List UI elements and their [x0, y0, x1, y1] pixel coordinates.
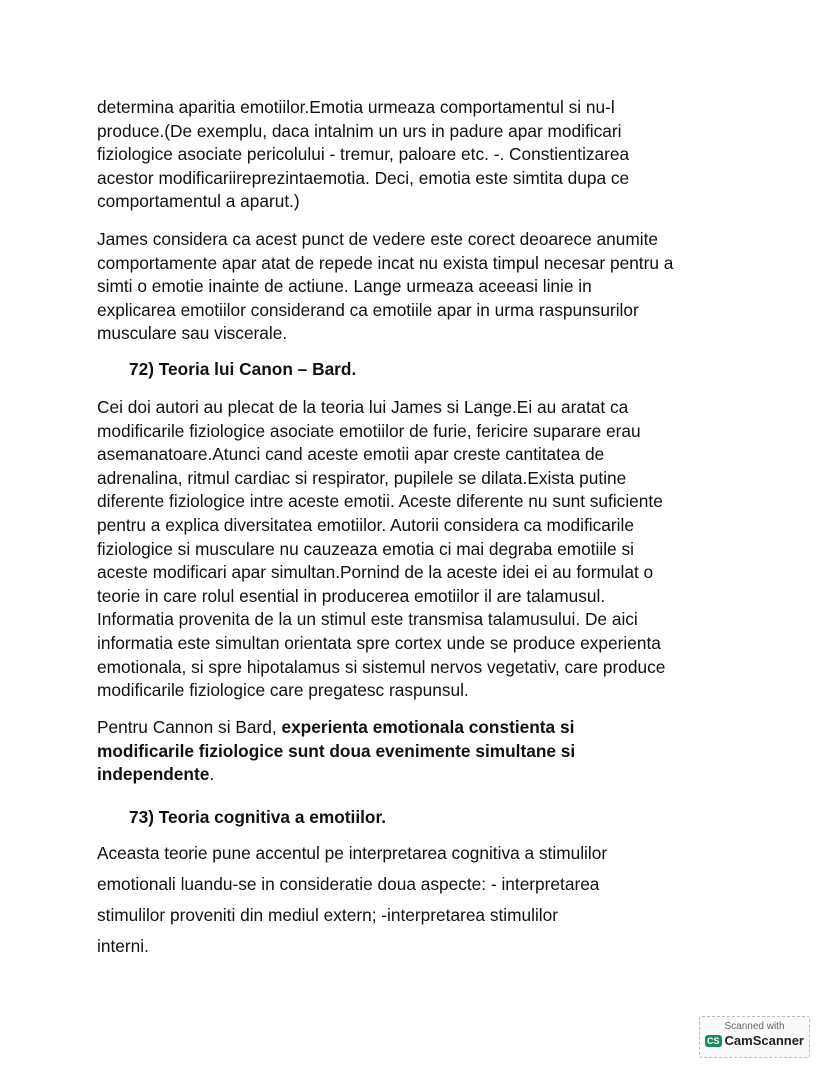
- text-line: Aceasta teorie pune accentul pe interpretarea cognitiva a stimulilor: [97, 843, 608, 863]
- paragraph-4: [97, 716, 575, 787]
- text-line: aceste modificari apar simultan.Pornind de la aceste idei ei au formulat o: [97, 562, 654, 583]
- text-line: musculare sau viscerale.: [97, 323, 288, 344]
- text-line: James considera ca acest punct de vedere este corect deoarece anumite: [97, 229, 658, 249]
- text-line: Cei doi autori au plecat de la teoria lui James si Lange.Ei au aratat ca: [97, 397, 629, 417]
- text-line: simti o emotie inainte de actiune. Lange urmeaza aceeasi linie in: [97, 276, 592, 297]
- paragraph-1: [97, 96, 629, 214]
- text-line: acestor modificariireprezintaemotia. Deci, emotia este simtita dupa ce: [97, 167, 630, 188]
- text-line: diferente fiziologice intre aceste emotii. Aceste diferente nu sunt suficiente: [97, 491, 663, 512]
- text-line: determina aparitia emotiilor.Emotia urmeaza comportamentul si nu-l: [97, 97, 615, 117]
- text-line: produce.(De exemplu, daca intalnim un urs in padure apar modificari: [97, 120, 622, 141]
- text-line: stimulilor proveniti din mediul extern; -interpretarea stimulilor: [97, 905, 559, 925]
- text-line: fiziologice asociate pericolului - tremur, paloare etc. -. Constientizarea: [97, 144, 630, 165]
- text: Pentru Cannon si Bard,: [97, 717, 282, 737]
- text-line: comportamente apar atat de repede incat nu exista timpul necesar pentru a: [97, 252, 674, 273]
- paragraph-5: [97, 838, 607, 962]
- text-line: asemanatoare.Atunci cand aceste emotii apar creste cantitatea de: [97, 444, 605, 465]
- text-line: adrenalina, ritmul cardiac si respirator, pupilele se dilata.Exista putine: [97, 467, 627, 488]
- text-line: pentru a explica diversitatea emotiilor. Autorii considera ca modificarile: [97, 514, 634, 535]
- heading-72: 72) Teoria lui Canon – Bard.: [129, 359, 357, 379]
- bold-text: independente: [97, 764, 210, 785]
- text-line: comportamentul a aparut.): [97, 191, 300, 212]
- text-line: teorie in care rolul esential in producerea emotiilor il are talamusul.: [97, 585, 606, 606]
- text: .: [209, 764, 215, 785]
- text-line: interni.: [97, 936, 149, 956]
- text-line: emotionala, si spre hipotalamus si sistemul nervos vegetativ, care produce: [97, 656, 666, 677]
- watermark-brand: CamScanner: [724, 1033, 804, 1048]
- bold-text: modificarile fiziologice sunt doua evenimente simultane si: [97, 740, 576, 761]
- text-line: emotionali luandu-se in consideratie doua aspecte: - interpretarea: [97, 874, 600, 894]
- paragraph-2: [97, 228, 673, 346]
- text-line: modificarile fiziologice asociate emotiilor de furie, fericire suparare erau: [97, 420, 641, 441]
- heading-73: 73) Teoria cognitiva a emotiilor.: [129, 807, 387, 827]
- camscanner-logo-icon: CS: [707, 1035, 720, 1046]
- camscanner-watermark: [699, 1016, 810, 1058]
- paragraph-3: [97, 396, 665, 703]
- bold-text: experienta emotionala constienta si: [281, 717, 575, 737]
- text-line: explicarea emotiilor considerand ca emotiile apar in urma raspunsurilor: [97, 299, 639, 320]
- text-line: modificarile fiziologice care pregatesc raspunsul.: [97, 680, 469, 701]
- text-line: Informatia provenita de la un stimul este transmisa talamusului. De aici: [97, 609, 638, 630]
- text-line: informatia este simultan orientata spre cortex unde se produce experienta: [97, 632, 661, 653]
- text-line: fiziologice si musculare nu cauzeaza emotia ci mai degraba emotiile si: [97, 538, 634, 559]
- watermark-text: Scanned with: [724, 1021, 785, 1032]
